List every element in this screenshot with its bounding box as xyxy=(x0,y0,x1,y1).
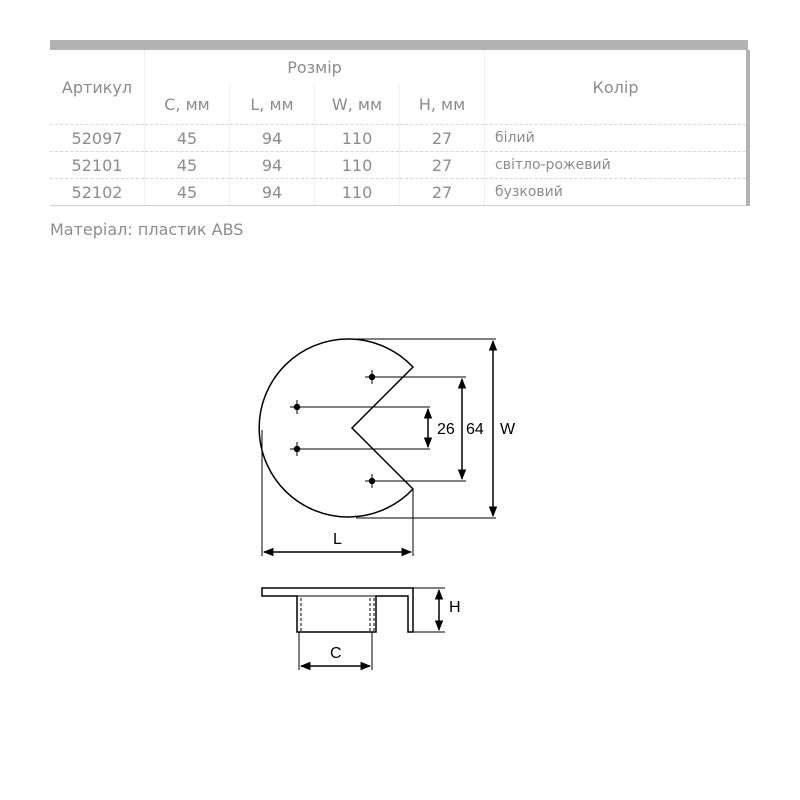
cell-l: 94 xyxy=(230,179,315,206)
hole-dot-4 xyxy=(370,479,375,484)
top-view xyxy=(259,339,496,556)
dim-l-label: L xyxy=(333,531,342,548)
cell-w: 110 xyxy=(315,179,400,206)
cell-l: 94 xyxy=(230,152,315,179)
header-c: C, мм xyxy=(145,84,230,125)
cell-article: 52097 xyxy=(50,125,145,152)
header-size-group: Розмір xyxy=(145,50,485,84)
cell-w: 110 xyxy=(315,152,400,179)
cell-color: світло-рожевий xyxy=(485,152,749,179)
cell-h: 27 xyxy=(400,125,485,152)
side-view xyxy=(262,588,445,670)
cell-w: 110 xyxy=(315,125,400,152)
dim-h-label: H xyxy=(449,599,461,616)
dim-c-label: C xyxy=(330,645,342,662)
hole-dot-3 xyxy=(295,447,300,452)
dim-26-label: 26 xyxy=(437,421,455,438)
dim-w-label: W xyxy=(500,421,516,438)
header-h: H, мм xyxy=(400,84,485,125)
cell-h: 27 xyxy=(400,152,485,179)
cell-color: білий xyxy=(485,125,749,152)
cell-c: 45 xyxy=(145,125,230,152)
hole-dot-2 xyxy=(295,405,300,410)
header-color: Колір xyxy=(485,50,749,125)
grommet-outline xyxy=(259,339,413,517)
cell-c: 45 xyxy=(145,179,230,206)
side-profile xyxy=(262,588,413,632)
material-note: Матеріал: пластик ABS xyxy=(50,220,244,239)
cell-c: 45 xyxy=(145,152,230,179)
dim-64-label: 64 xyxy=(466,421,484,438)
cell-color: бузковий xyxy=(485,179,749,206)
cell-article: 52101 xyxy=(50,152,145,179)
header-article: Артикул xyxy=(61,77,133,97)
cell-h: 27 xyxy=(400,179,485,206)
header-l: L, мм xyxy=(230,84,315,125)
cell-l: 94 xyxy=(230,125,315,152)
header-w: W, мм xyxy=(315,84,400,125)
hole-dot-1 xyxy=(370,375,375,380)
cell-article: 52102 xyxy=(50,179,145,206)
